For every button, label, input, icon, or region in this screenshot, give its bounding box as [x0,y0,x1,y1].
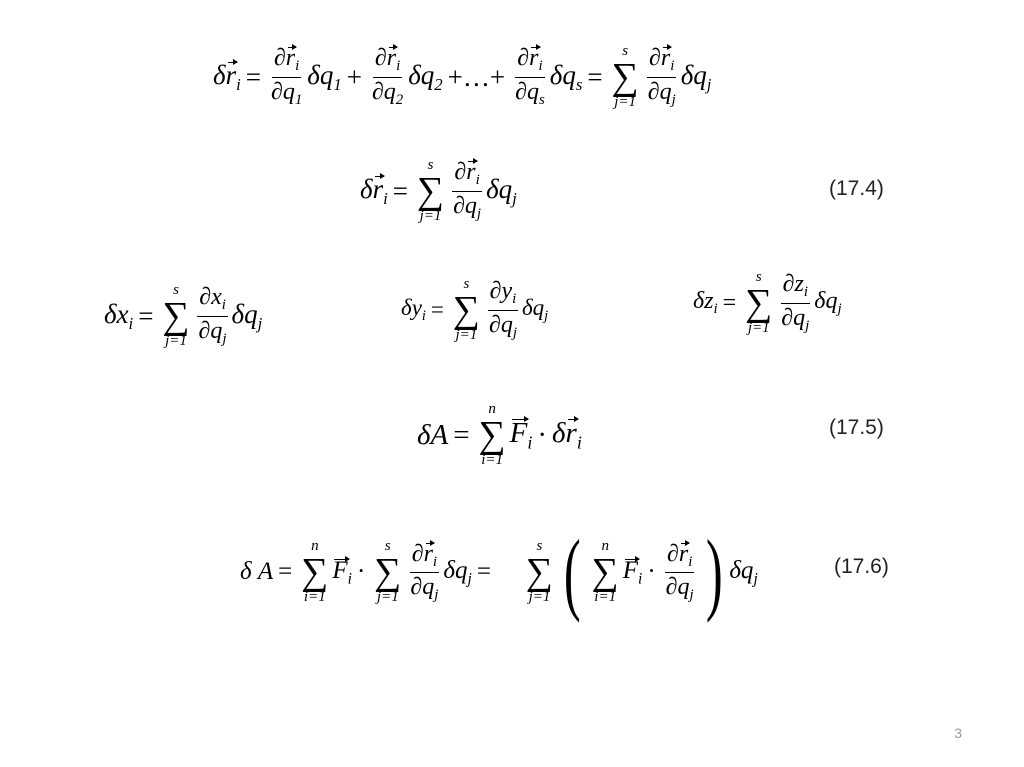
equation-17-4: $\delta r_i$ = s ∑ j=1 $\frac{\partial r_i}{\partial q_j}$ $\delta q_j$ [360,157,517,225]
equation-17-6: δ A = n ∑ i=1 $F_i$ · s ∑ j=1 $\frac{\partial r_i}{\partial q_j}$ $\delta q_j$ = s ∑ j=1 ( n ∑ i=1 $F_i$ · $\frac{\partial r_i}{\partial q_j}$ ) $\delta q_j$ [240,521,758,623]
equation-delta-x: $\delta x_i$ = s ∑ j=1 $\frac{\partial x_i}{\partial q_j}$ $\delta q_j$ [104,282,263,350]
equation-virtual-displacement-expanded: $\delta r_i$ = $\frac{\partial r_i}{\partial q_1}$ $\delta q_1$ + $\frac{\partial r_i}{\partial q_2}$ $\delta q_2$ +…+ $\frac{\partial r_i}{\partial q_s}$ $\delta q_s$ = s ∑ j=1 $\frac{\partial r_i}{\partial q_j}$ $\delta q_j$ [213,43,712,111]
equation-number-17-5: (17.5) [829,416,884,439]
page-number: 3 [954,725,962,741]
equation-delta-z: $\delta z_i$ = s ∑ j=1 $\frac{\partial z_i}{\partial q_j}$ $\delta q_j$ [693,269,842,337]
equation-delta-y: $\delta y_i$ = s ∑ j=1 $\frac{\partial y_i}{\partial q_j}$ $\delta q_j$ [401,276,549,344]
equation-number-17-6: (17.6) [834,555,889,578]
equation-17-5: δA = n ∑ i=1 $F_i$ · $\delta r_i$ [417,401,582,469]
equation-number-17-4: (17.4) [829,177,884,200]
